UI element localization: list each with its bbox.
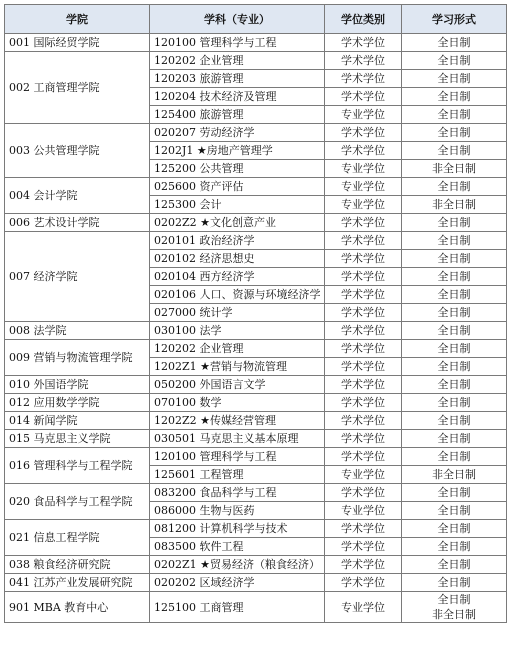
college-cell: 015 马克思主义学院 <box>5 430 150 448</box>
study-mode-cell <box>402 412 507 430</box>
subject-cell: 025600 资产评估 <box>150 178 325 196</box>
college-cell: 006 艺术设计学院 <box>5 214 150 232</box>
table-row <box>5 592 507 623</box>
subject-cell: 125300 会计 <box>150 196 325 214</box>
study-mode-cell <box>402 160 507 178</box>
study-mode-cell <box>402 52 507 70</box>
subject-cell: 120202 企业管理 <box>150 52 325 70</box>
subject-cell: 050200 外国语言文学 <box>150 376 325 394</box>
college-cell: 010 外国语学院 <box>5 376 150 394</box>
study-mode-cell <box>402 448 507 466</box>
header-subject: 学科（专业） <box>150 5 325 34</box>
study-mode-cell <box>402 250 507 268</box>
study-mode-value: 全日制 <box>437 54 471 67</box>
college-cell: 016 管理科学与工程学院 <box>5 448 150 484</box>
table-row <box>5 574 507 592</box>
study-mode-value: 全日制 <box>437 216 471 229</box>
study-mode-cell <box>402 574 507 592</box>
table-row <box>5 52 507 70</box>
subject-cell: 020102 经济思想史 <box>150 250 325 268</box>
degree-type-cell: 学术学位 <box>325 88 402 106</box>
study-mode-cell <box>402 106 507 124</box>
college-cell: 008 法学院 <box>5 322 150 340</box>
table-row <box>5 394 507 412</box>
study-mode-cell <box>402 430 507 448</box>
degree-type-cell: 学术学位 <box>325 124 402 142</box>
study-mode-value: 全日制 <box>437 252 471 265</box>
degree-type-cell: 学术学位 <box>325 142 402 160</box>
study-mode-value: 全日制 <box>437 108 471 121</box>
study-mode-value: 全日制 <box>437 432 471 445</box>
study-mode-value: 非全日制 <box>432 608 476 621</box>
table-row <box>5 430 507 448</box>
degree-type-cell: 专业学位 <box>325 466 402 484</box>
subject-cell: 1202Z1 ★营销与物流管理 <box>150 358 325 376</box>
subject-cell: 020101 政治经济学 <box>150 232 325 250</box>
study-mode-cell <box>402 394 507 412</box>
degree-type-cell: 学术学位 <box>325 304 402 322</box>
degree-type-cell: 专业学位 <box>325 106 402 124</box>
header-row <box>5 5 507 34</box>
table-row <box>5 556 507 574</box>
study-mode-cell <box>402 538 507 556</box>
study-mode-value: 全日制 <box>437 126 471 139</box>
subject-cell: 125200 公共管理 <box>150 160 325 178</box>
college-cell: 041 江苏产业发展研究院 <box>5 574 150 592</box>
study-mode-cell <box>402 34 507 52</box>
study-mode-cell <box>402 214 507 232</box>
degree-type-cell: 学术学位 <box>325 376 402 394</box>
degree-type-cell: 学术学位 <box>325 412 402 430</box>
study-mode-value: 全日制 <box>437 486 471 499</box>
study-mode-cell <box>402 232 507 250</box>
subject-cell: 120204 技术经济及管理 <box>150 88 325 106</box>
degree-type-cell: 学术学位 <box>325 34 402 52</box>
subject-cell: 030501 马克思主义基本原理 <box>150 430 325 448</box>
study-mode-cell <box>402 556 507 574</box>
degree-type-cell: 学术学位 <box>325 430 402 448</box>
subject-cell: 020106 人口、资源与环境经济学 <box>150 286 325 304</box>
study-mode-cell <box>402 142 507 160</box>
college-cell: 004 会计学院 <box>5 178 150 214</box>
study-mode-cell <box>402 502 507 520</box>
study-mode-value: 全日制 <box>437 450 471 463</box>
college-cell: 021 信息工程学院 <box>5 520 150 556</box>
study-mode-value: 全日制 <box>437 90 471 103</box>
subject-cell: 020202 区域经济学 <box>150 574 325 592</box>
table-row <box>5 178 507 196</box>
table-row <box>5 376 507 394</box>
table-body <box>5 34 507 623</box>
subject-cell: 020207 劳动经济学 <box>150 124 325 142</box>
subject-cell: 081200 计算机科学与技术 <box>150 520 325 538</box>
study-mode-cell <box>402 124 507 142</box>
degree-type-cell: 学术学位 <box>325 358 402 376</box>
study-mode-value: 全日制 <box>437 360 471 373</box>
degree-type-cell: 学术学位 <box>325 52 402 70</box>
study-mode-value: 全日制 <box>437 396 471 409</box>
study-mode-value: 全日制 <box>437 378 471 391</box>
degree-type-cell: 专业学位 <box>325 160 402 178</box>
table-row <box>5 412 507 430</box>
study-mode-cell <box>402 340 507 358</box>
degree-type-cell: 学术学位 <box>325 556 402 574</box>
study-mode-value: 全日制 <box>437 593 471 606</box>
subject-cell: 120100 管理科学与工程 <box>150 448 325 466</box>
degree-type-cell: 学术学位 <box>325 484 402 502</box>
study-mode-value: 全日制 <box>437 144 471 157</box>
college-cell: 012 应用数学学院 <box>5 394 150 412</box>
degree-type-cell: 学术学位 <box>325 448 402 466</box>
college-cell: 009 营销与物流管理学院 <box>5 340 150 376</box>
program-table-container <box>4 4 506 623</box>
degree-type-cell: 学术学位 <box>325 574 402 592</box>
subject-cell: 120100 管理科学与工程 <box>150 34 325 52</box>
study-mode-value: 全日制 <box>437 504 471 517</box>
table-row <box>5 340 507 358</box>
study-mode-cell <box>402 88 507 106</box>
study-mode-value: 非全日制 <box>432 198 476 211</box>
study-mode-value: 全日制 <box>437 342 471 355</box>
study-mode-cell <box>402 286 507 304</box>
subject-cell: 120202 企业管理 <box>150 340 325 358</box>
header-degree-type: 学位类别 <box>325 5 402 34</box>
study-mode-cell <box>402 304 507 322</box>
study-mode-value: 全日制 <box>437 72 471 85</box>
subject-cell: 027000 统计学 <box>150 304 325 322</box>
degree-type-cell: 学术学位 <box>325 520 402 538</box>
subject-cell: 1202J1 ★房地产管理学 <box>150 142 325 160</box>
degree-type-cell: 学术学位 <box>325 322 402 340</box>
degree-type-cell: 学术学位 <box>325 70 402 88</box>
study-mode-value: 全日制 <box>437 414 471 427</box>
subject-cell: 0202Z1 ★贸易经济（粮食经济） <box>150 556 325 574</box>
subject-cell: 083200 食品科学与工程 <box>150 484 325 502</box>
table-row <box>5 520 507 538</box>
college-cell: 901 MBA 教育中心 <box>5 592 150 623</box>
study-mode-cell <box>402 70 507 88</box>
study-mode-value: 非全日制 <box>432 162 476 175</box>
study-mode-value: 全日制 <box>437 576 471 589</box>
study-mode-cell <box>402 376 507 394</box>
table-row <box>5 448 507 466</box>
study-mode-value: 全日制 <box>437 324 471 337</box>
study-mode-cell <box>402 196 507 214</box>
table-row <box>5 34 507 52</box>
college-cell: 020 食品科学与工程学院 <box>5 484 150 520</box>
degree-type-cell: 学术学位 <box>325 214 402 232</box>
study-mode-cell <box>402 322 507 340</box>
college-cell: 038 粮食经济研究院 <box>5 556 150 574</box>
program-table <box>4 4 507 623</box>
study-mode-value: 全日制 <box>437 558 471 571</box>
study-mode-value: 全日制 <box>437 36 471 49</box>
degree-type-cell: 专业学位 <box>325 178 402 196</box>
college-cell: 007 经济学院 <box>5 232 150 322</box>
subject-cell: 0202Z2 ★文化创意产业 <box>150 214 325 232</box>
study-mode-cell <box>402 520 507 538</box>
study-mode-cell <box>402 484 507 502</box>
subject-cell: 1202Z2 ★传媒经营管理 <box>150 412 325 430</box>
header-study-mode: 学习形式 <box>402 5 507 34</box>
study-mode-cell <box>402 358 507 376</box>
college-cell: 003 公共管理学院 <box>5 124 150 178</box>
subject-cell: 125400 旅游管理 <box>150 106 325 124</box>
study-mode-cell <box>402 466 507 484</box>
study-mode-value: 非全日制 <box>432 468 476 481</box>
degree-type-cell: 学术学位 <box>325 538 402 556</box>
header-college: 学院 <box>5 5 150 34</box>
subject-cell: 120203 旅游管理 <box>150 70 325 88</box>
subject-cell: 020104 西方经济学 <box>150 268 325 286</box>
degree-type-cell: 专业学位 <box>325 592 402 623</box>
college-cell: 002 工商管理学院 <box>5 52 150 124</box>
subject-cell: 030100 法学 <box>150 322 325 340</box>
subject-cell: 083500 软件工程 <box>150 538 325 556</box>
study-mode-cell <box>402 592 507 623</box>
subject-cell: 125601 工程管理 <box>150 466 325 484</box>
degree-type-cell: 学术学位 <box>325 286 402 304</box>
study-mode-cell <box>402 268 507 286</box>
degree-type-cell: 学术学位 <box>325 268 402 286</box>
subject-cell: 070100 数学 <box>150 394 325 412</box>
study-mode-cell <box>402 178 507 196</box>
study-mode-value: 全日制 <box>437 288 471 301</box>
study-mode-value: 全日制 <box>437 234 471 247</box>
college-cell: 001 国际经贸学院 <box>5 34 150 52</box>
college-cell: 014 新闻学院 <box>5 412 150 430</box>
degree-type-cell: 学术学位 <box>325 232 402 250</box>
study-mode-value: 全日制 <box>437 540 471 553</box>
table-row <box>5 214 507 232</box>
degree-type-cell: 学术学位 <box>325 250 402 268</box>
table-row <box>5 124 507 142</box>
study-mode-value: 全日制 <box>437 270 471 283</box>
study-mode-value: 全日制 <box>437 180 471 193</box>
subject-cell: 086000 生物与医药 <box>150 502 325 520</box>
subject-cell: 125100 工商管理 <box>150 592 325 623</box>
table-row <box>5 484 507 502</box>
table-row <box>5 322 507 340</box>
degree-type-cell: 学术学位 <box>325 394 402 412</box>
degree-type-cell: 专业学位 <box>325 196 402 214</box>
degree-type-cell: 专业学位 <box>325 502 402 520</box>
study-mode-value: 全日制 <box>437 522 471 535</box>
study-mode-value: 全日制 <box>437 306 471 319</box>
table-row <box>5 232 507 250</box>
degree-type-cell: 学术学位 <box>325 340 402 358</box>
